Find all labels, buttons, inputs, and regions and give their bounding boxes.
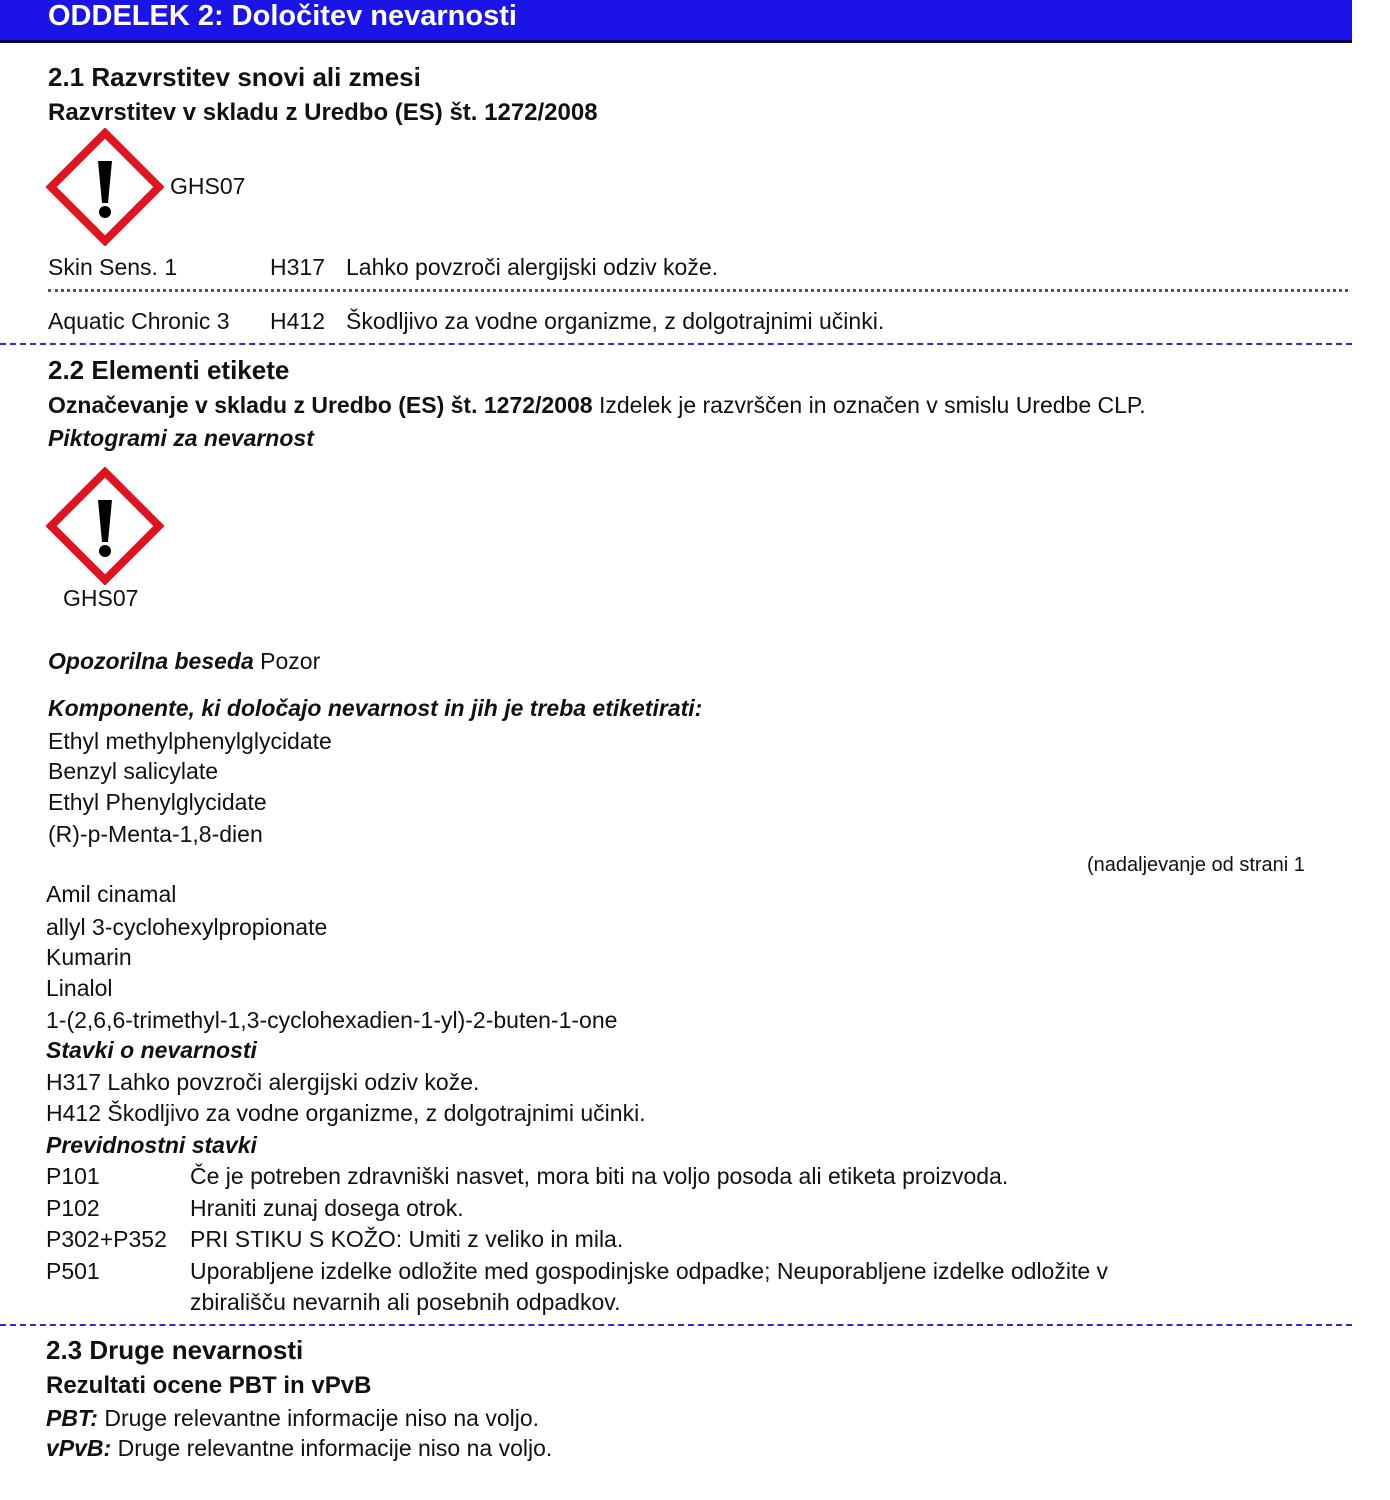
components-label: Komponente, ki določajo nevarnost in jih je treba etiketirati: xyxy=(48,695,703,721)
precaution-code: P101 xyxy=(46,1163,100,1189)
subheading-2-1: Razvrstitev v skladu z Uredbo (ES) št. 1272/2008 xyxy=(48,99,598,126)
section-title: ODDELEK 2: Določitev nevarnosti xyxy=(48,0,517,32)
classification-code: H412 xyxy=(270,308,325,334)
precaution-code: P501 xyxy=(46,1258,100,1284)
precaution-code: P102 xyxy=(46,1195,100,1221)
classification-text: Lahko povzroči alergijski odziv kože. xyxy=(346,254,719,280)
classification-class: Aquatic Chronic 3 xyxy=(48,308,230,334)
pictograms-label: Piktogrami za nevarnost xyxy=(48,425,314,451)
vpvb-line xyxy=(46,1435,552,1462)
pbt-text: Druge relevantne informacije niso na voljo. xyxy=(104,1405,540,1431)
component-item: Amil cinamal xyxy=(46,881,177,907)
vpvb-label: vPvB: xyxy=(46,1435,112,1461)
precaution-text: Hraniti zunaj dosega otrok. xyxy=(190,1195,464,1221)
component-item: (R)-p-Menta-1,8-dien xyxy=(48,821,263,847)
section-divider xyxy=(0,1324,1352,1326)
component-item: Benzyl salicylate xyxy=(48,758,219,784)
heading-2-2: 2.2 Elementi etikete xyxy=(48,355,290,385)
vpvb-text: Druge relevantne informacije niso na voljo. xyxy=(117,1435,553,1461)
labeling-text: Izdelek je razvrščen in označen v smislu Uredbe CLP. xyxy=(598,392,1146,418)
signal-word-line xyxy=(48,648,320,675)
classification-code: H317 xyxy=(270,254,325,280)
hazard-statement: H317 Lahko povzroči alergijski odziv kože. xyxy=(46,1069,480,1095)
subheading-2-3: Rezultati ocene PBT in vPvB xyxy=(46,1372,372,1399)
component-item: Linalol xyxy=(46,975,113,1001)
component-item: Kumarin xyxy=(46,944,132,970)
exclamation-mark-diamond-icon xyxy=(46,467,164,585)
pbt-line xyxy=(46,1405,539,1432)
precaution-text: PRI STIKU S KOŽO: Umiti z veliko in mila. xyxy=(190,1226,624,1252)
precautionary-statements-label: Previdnostni stavki xyxy=(46,1132,257,1158)
pbt-label: PBT: xyxy=(46,1405,98,1431)
heading-2-1: 2.1 Razvrstitev snovi ali zmesi xyxy=(48,62,421,92)
component-item: 1-(2,6,6-trimethyl-1,3-cyclohexadien-1-yl)-2-buten-1-one xyxy=(46,1007,618,1033)
section-divider xyxy=(0,343,1352,345)
precaution-text: Uporabljene izdelke odložite med gospodinjske odpadke; Neuporabljene izdelke odložite v xyxy=(190,1258,1109,1284)
heading-2-3: 2.3 Druge nevarnosti xyxy=(46,1335,304,1365)
classification-class: Skin Sens. 1 xyxy=(48,254,178,280)
pictogram-code-2-1: GHS07 xyxy=(170,173,246,199)
section-header-bar xyxy=(0,0,1352,43)
precaution-text: Če je potreben zdravniški nasvet, mora biti na voljo posoda ali etiketa proizvoda. xyxy=(190,1163,1009,1189)
labeling-regulation: Označevanje v skladu z Uredbo (ES) št. 1272/2008 xyxy=(48,392,593,418)
precaution-text-continued: zbirališču nevarnih ali posebnih odpadkov. xyxy=(190,1289,621,1315)
labeling-line xyxy=(48,392,1146,419)
component-item: allyl 3-cyclohexylpropionate xyxy=(46,914,328,940)
hazard-statement: H412 Škodljivo za vodne organizme, z dolgotrajnimi učinki. xyxy=(46,1100,646,1126)
exclamation-mark-diamond-icon xyxy=(46,128,164,246)
component-item: Ethyl methylphenylglycidate xyxy=(48,728,332,754)
hazard-statements-label: Stavki o nevarnosti xyxy=(46,1037,257,1063)
dotted-divider xyxy=(48,289,1348,292)
signal-word-label: Opozorilna beseda xyxy=(48,648,254,674)
component-item: Ethyl Phenylglycidate xyxy=(48,789,267,815)
pictogram-code-2-2: GHS07 xyxy=(63,585,139,611)
classification-text: Škodljivo za vodne organizme, z dolgotrajnimi učinki. xyxy=(346,308,885,334)
continuation-note: (nadaljevanje od strani 1 xyxy=(1087,854,1305,876)
signal-word: Pozor xyxy=(260,648,321,674)
precaution-code: P302+P352 xyxy=(46,1226,167,1252)
